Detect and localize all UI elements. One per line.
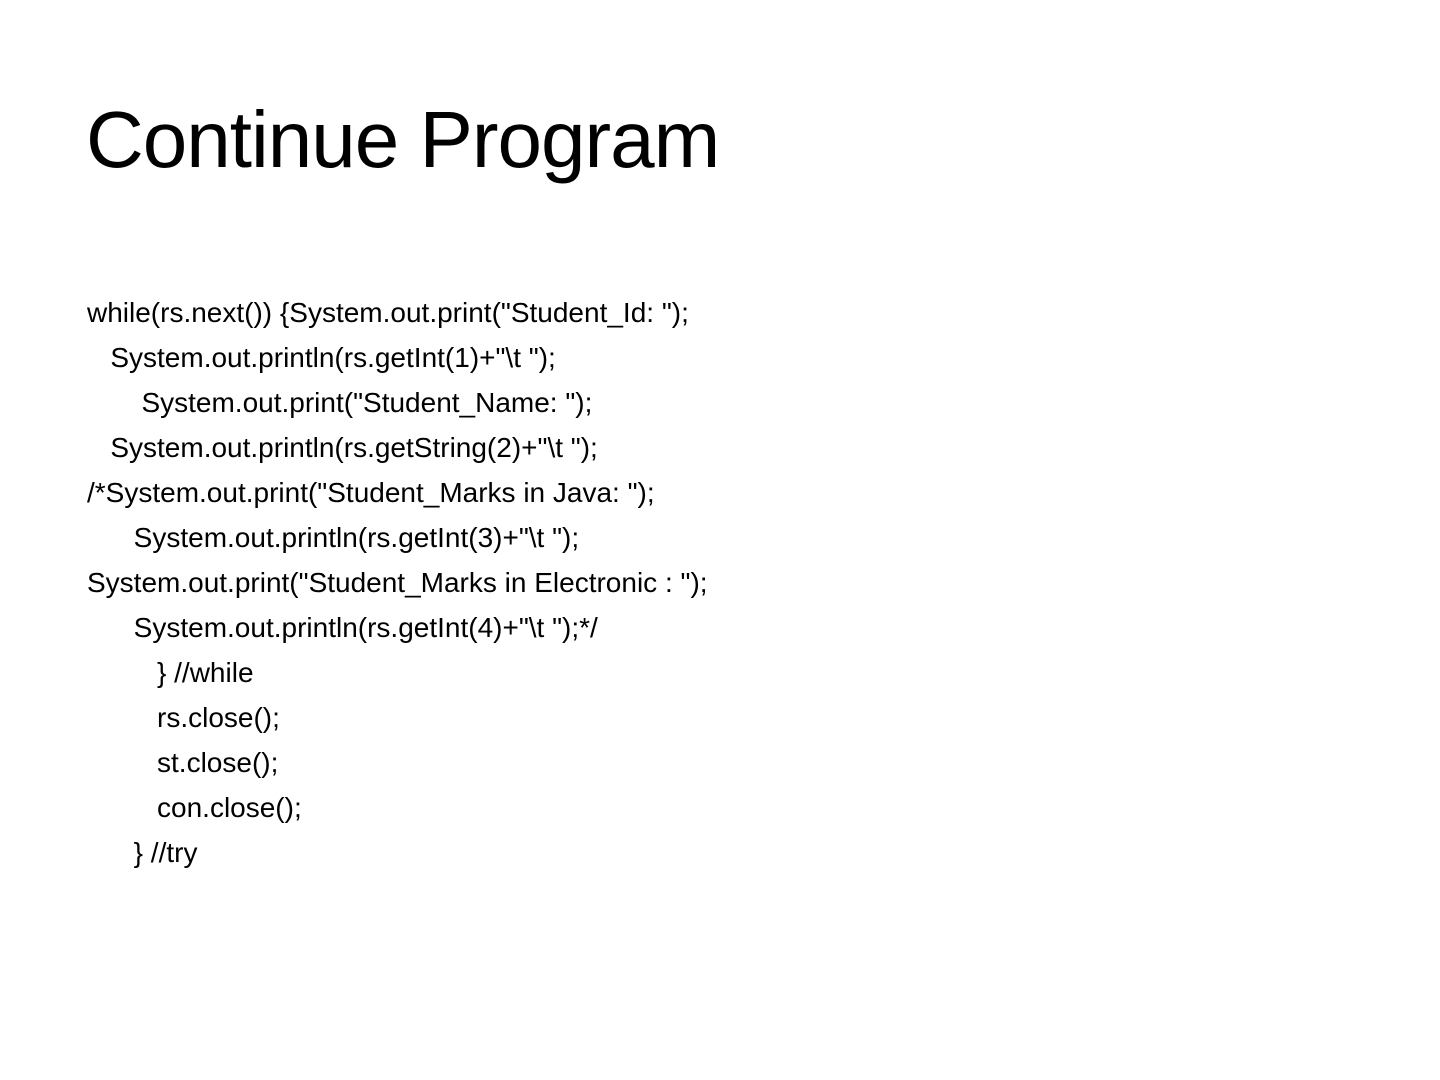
code-line: System.out.println(rs.getInt(4)+"\t ");*/: [87, 612, 598, 643]
code-line: con.close();: [87, 792, 302, 823]
code-line: st.close();: [87, 747, 279, 778]
code-line: } //while: [87, 657, 254, 688]
slide-title: Continue Program: [86, 95, 720, 184]
code-line: /*System.out.print("Student_Marks in Java: ");: [87, 477, 655, 508]
code-line: } //try: [87, 837, 198, 868]
code-line: rs.close();: [87, 702, 280, 733]
code-line: while(rs.next()) {System.out.print("Student_Id: ");: [87, 297, 689, 328]
code-line: System.out.print("Student_Name: ");: [87, 387, 593, 418]
code-block: [87, 290, 708, 875]
code-line: System.out.println(rs.getString(2)+"\t ");: [87, 432, 598, 463]
code-line: System.out.println(rs.getInt(3)+"\t ");: [87, 522, 580, 553]
code-line: System.out.print("Student_Marks in Electronic : ");: [87, 567, 708, 598]
code-line: System.out.println(rs.getInt(1)+"\t ");: [87, 342, 556, 373]
